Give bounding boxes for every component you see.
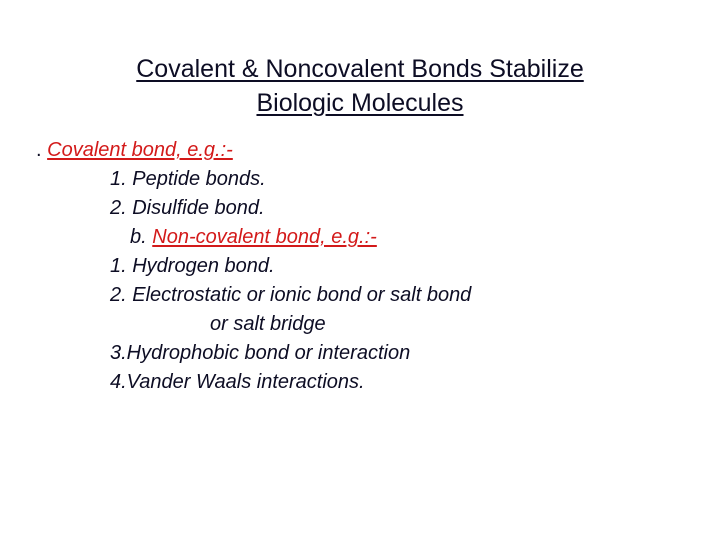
section-a-prefix: . <box>36 139 48 161</box>
slide-title-line-1: Covalent & Noncovalent Bonds Stabilize <box>136 55 584 83</box>
list-item-van-der-waals: 4.Vander Waals interactions. <box>110 371 365 393</box>
section-a-heading-line <box>36 137 233 163</box>
list-item-hydrophobic: 3.Hydrophobic bond or interaction <box>110 342 411 364</box>
list-item-electrostatic-bond: 2. Electrostatic or ionic bond or salt bond <box>110 284 472 306</box>
section-b-prefix: b. <box>130 226 153 248</box>
list-item-disulfide-bond: 2. Disulfide bond. <box>110 197 265 219</box>
section-b-heading-line <box>130 224 377 250</box>
list-item-salt-bridge-continuation: or salt bridge <box>210 313 326 335</box>
list-item-peptide-bonds: 1. Peptide bonds. <box>110 168 266 190</box>
section-b-heading: Non-covalent bond, e.g.:- <box>152 226 377 248</box>
slide-title <box>0 52 720 120</box>
list-item-hydrogen-bond: 1. Hydrogen bond. <box>110 255 275 277</box>
slide-title-line-2: Biologic Molecules <box>256 89 464 117</box>
section-a-heading: Covalent bond, e.g.:- <box>47 139 233 161</box>
